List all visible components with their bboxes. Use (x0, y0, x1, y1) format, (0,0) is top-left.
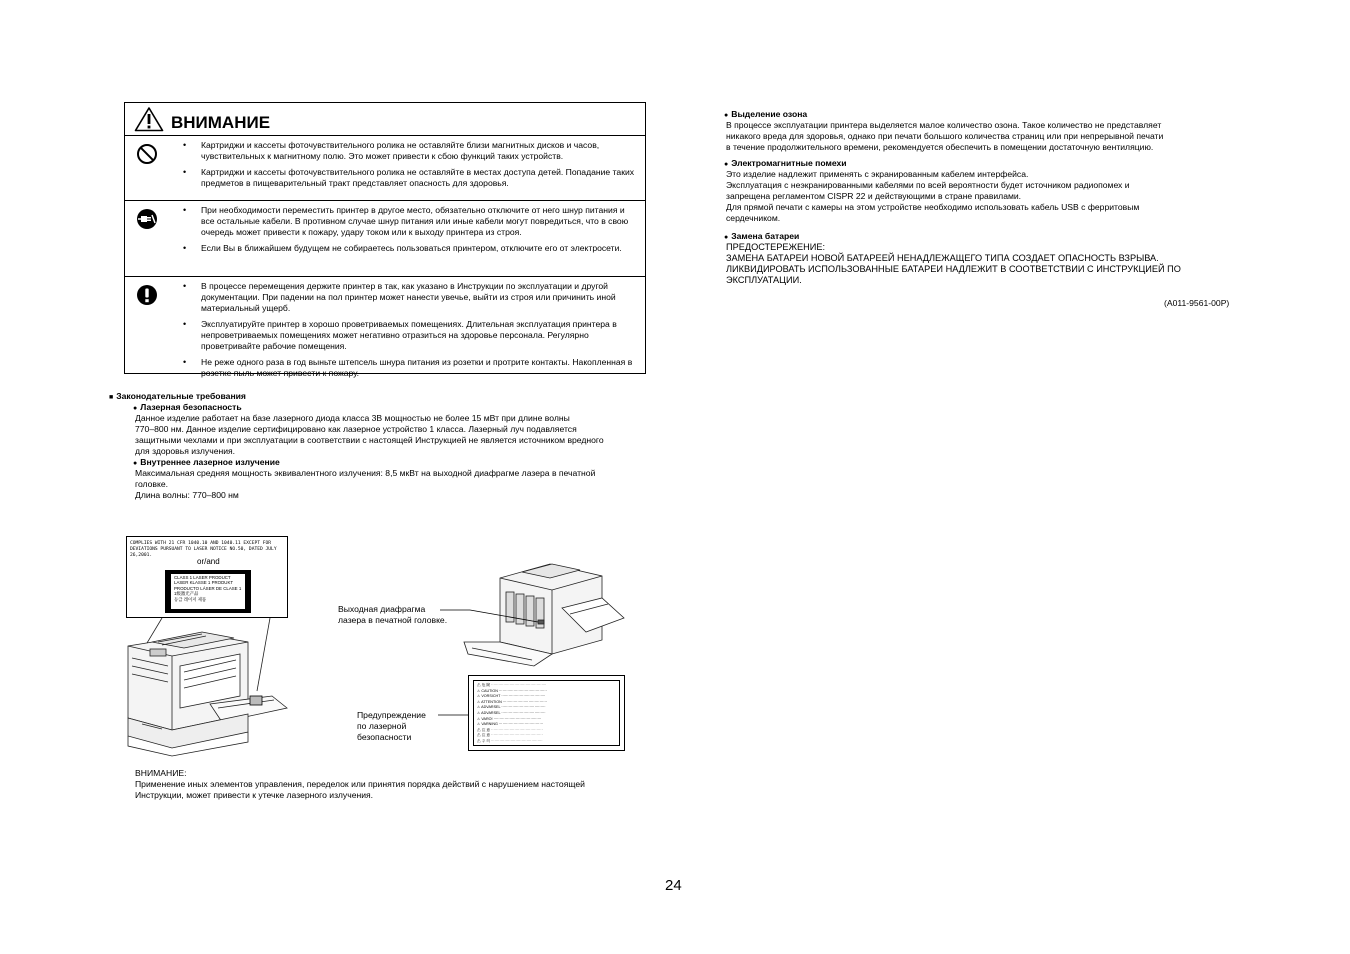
warning-item: • Эксплуатируйте принтер в хорошо проветриваемых помещениях. Длительная эксплуатация принтера в непроветриваемых помещениях может негативно отразиться на здоровье персонала. Регулярно проветривайте рабочие помещения. (183, 319, 637, 352)
callout-line: лазера в печатной головке. (338, 615, 448, 625)
label-line: COMPLIES WITH 21 CFR 1040.10 AND 1040.11 EXCEPT FOR (130, 541, 272, 546)
warning-triangle-icon (134, 106, 164, 132)
laser-warning-label-inner (473, 680, 620, 746)
ozone-heading: ● Выделение озона (724, 109, 807, 121)
warning-item: • В процессе перемещения держите принтер в так, как указано в Инструкции по эксплуатации и другой документации. При падении на пол принтер может нанести увечье, выйти из строя или причинить иной материальный ущерб. (183, 281, 637, 314)
warning-row-exclamation (125, 276, 645, 378)
document-code: (A011-9561-00P) (1164, 298, 1230, 308)
warning-item: • При необходимости переместить принтер в другое место, обязательно отключите от него шнур питания и все остальные кабели. В противном случае шнур питания или иные кабели могут повредиться, что в свою очередь может привести к пожару, удару током или к выходу принтера из строя. (183, 205, 637, 238)
label-line: ⚠ 危 険 ⋯⋯⋯⋯⋯⋯⋯⋯⋯⋯⋯⋯⋯⋯⋯ (477, 683, 547, 687)
text-line: ЗАМЕНА БАТАРЕИ НОВОЙ БАТАРЕЕЙ НЕНАДЛЕЖАЩЕГО ТИПА СОЗДАЕТ ОПАСНОСТЬ ВЗРЫВА. (726, 253, 1159, 263)
label-line: ⚠ VORSICHT ⋯⋯⋯⋯⋯⋯⋯⋯⋯⋯⋯⋯ (477, 694, 546, 699)
warning-callout (357, 710, 426, 743)
callout-line: безопасности (357, 732, 412, 742)
text-line: в течение продолжительного времени, рекомендуется обеспечить в помещении достаточную вентиляцию. (726, 142, 1154, 152)
text-line: Данное изделие работает на базе лазерного диода класса 3B мощностью не более 15 мВт при длине волны (135, 413, 570, 423)
aperture-callout (338, 604, 447, 626)
exclamation-icon (136, 284, 158, 306)
laser-warning-label (468, 675, 625, 751)
laser-safety-text (135, 413, 675, 457)
warning-item: • Если Вы в ближайшем будущем не собираетесь пользоваться принтером, отключите его от электросети. (183, 243, 637, 254)
warning-leader-line (438, 710, 470, 720)
label-line: ⚠ ADVARSEL ⋯⋯⋯⋯⋯⋯⋯⋯⋯⋯⋯⋯ (477, 710, 546, 715)
emi-text (726, 169, 1246, 224)
unplug-icon (136, 208, 158, 230)
text-line: Инструкции, может привести к утечке лазерного излучения. (135, 790, 374, 800)
warning-title: ВНИМАНИЕ (171, 113, 271, 132)
text-line: защитными чехлами и при эксплуатации в соответствии с настоящей Инструкцией не является источником вредного (135, 435, 604, 445)
label-line: LASER KLASSE 1 PRODUKT (174, 580, 234, 586)
label-line: ⚠ VARO! ⋯⋯⋯⋯⋯⋯⋯⋯⋯⋯⋯⋯⋯ (477, 716, 542, 721)
label-line: 1级激光产品 (174, 591, 199, 597)
label-line: ⚠ ATTENTION ⋯⋯⋯⋯⋯⋯⋯⋯⋯⋯⋯⋯ (477, 699, 548, 704)
warning-item: • Картриджи и кассеты фоточувствительного ролика не оставляйте близи магнитных дисков и часов, чувствительных к магнитному полю. Это может привести к сбою функций таких устройств. (183, 140, 637, 162)
text-line: В процессе эксплуатации принтера выделяется малое количество озона. Такое количество не представляет (726, 120, 1162, 130)
aperture-leader-line (440, 606, 540, 626)
warning-row-prohibited (125, 135, 645, 201)
internal-laser-text (135, 468, 675, 501)
warning-box (124, 102, 646, 378)
text-line: запрещена регламентом CISPR 22 и действующими в стране правилами. (726, 191, 1022, 201)
emi-heading: ● Электромагнитные помехи (724, 158, 847, 170)
printer-front-illustration (122, 596, 292, 758)
label-line: ⚠ CAUTION ⋯⋯⋯⋯⋯⋯⋯⋯⋯⋯⋯⋯⋯ (477, 688, 547, 693)
text-line: Для прямой печати с камеры на этом устройстве необходимо использовать кабель USB с ферритовым (726, 202, 1140, 212)
or-and-text: or/and (197, 557, 220, 566)
warning-item: • Не реже одного раза в год выньте штепсель шнура питания из розетки и протрите контакты. Накопленная в розетке пыль может привести к пожару. (183, 357, 637, 379)
battery-text (726, 242, 1246, 286)
warning-header (125, 103, 645, 136)
legal-heading: ■ Законодательные требования (109, 391, 246, 403)
label-line: ⚠ VARNING ⋯⋯⋯⋯⋯⋯⋯⋯⋯⋯⋯⋯ (477, 722, 544, 727)
caution-text (135, 779, 675, 801)
label-line: ⚠ 注 意 ⋯⋯⋯⋯⋯⋯⋯⋯⋯⋯⋯⋯⋯⋯ (477, 733, 543, 738)
text-line: для здоровья излучения. (135, 446, 236, 456)
callout-line: Предупреждение (357, 710, 426, 720)
text-line: Эксплуатация с неэкранированными кабелями по всей вероятности будет источником радиопомех и (726, 180, 1130, 190)
internal-laser-heading: ● Внутреннее лазерное излучение (133, 457, 280, 469)
prohibited-icon (136, 143, 158, 165)
label-line: ⚠ ADVARSEL ⋯⋯⋯⋯⋯⋯⋯⋯⋯⋯⋯⋯ (477, 705, 546, 710)
text-line: головке. (135, 479, 169, 489)
callout-line: по лазерной (357, 721, 407, 731)
label-line: ⚠ 주 의 ⋯⋯⋯⋯⋯⋯⋯⋯⋯⋯⋯⋯⋯⋯ (477, 738, 543, 743)
warning-row-unplug (125, 200, 645, 277)
text-line: ЭКСПЛУАТАЦИИ. (726, 275, 802, 285)
text-line: Применение иных элементов управления, переделок или принятия порядка действий с нарушением настоящей (135, 779, 585, 789)
warning-item: • Картриджи и кассеты фоточувствительного ролика не оставляйте в местах доступа детей. Попадание таких предметов в пищеварительный тракт представляет опасность для здоровья. (183, 167, 637, 189)
text-line: Длина волны: 770–800 нм (135, 490, 239, 500)
caution-heading: ВНИМАНИЕ: (135, 768, 187, 778)
laser-safety-heading: ● Лазерная безопасность (133, 402, 242, 414)
label-line: ⚠ 注 意 ⋯⋯⋯⋯⋯⋯⋯⋯⋯⋯⋯⋯⋯⋯ (477, 727, 543, 732)
callout-line: Выходная диафрагма (338, 604, 426, 614)
ozone-text (726, 120, 1246, 153)
label-line: PRODUCTO LÁSER DE CLASE 1 (174, 585, 242, 591)
text-line: ПРЕДОСТЕРЕЖЕНИЕ: (726, 242, 826, 252)
label-line: DEVIATIONS PURSUANT TO LASER NOTICE NO.50, DATED JULY 26,2001. (130, 547, 277, 558)
battery-heading: ● Замена батареи (724, 231, 799, 243)
text-line: 770–800 нм. Данное изделие сертифицировано как лазерное устройство 1 класса. Лазерный луч подавляется (135, 424, 577, 434)
text-line: Максимальная средняя мощность эквивалентного излучения: 8,5 мкВт на выходной диафрагме лазера в печатной (135, 468, 596, 478)
text-line: никакого вреда для здоровья, однако при печати большого количества страниц или при непрерывной печати (726, 131, 1164, 141)
label-line: 등급 레이저 제품 (174, 596, 207, 602)
label-line: CLASS 1 LASER PRODUCT (174, 575, 231, 580)
text-line: Это изделие надлежит применять с экранированным кабелем интерфейса. (726, 169, 1029, 179)
text-line: ЛИКВИДИРОВАТЬ ИСПОЛЬЗОВАННЫЕ БАТАРЕИ НАДЛЕЖИТ В СООТВЕТСТВИИ С ИНСТРУКЦИЕЙ ПО (726, 264, 1181, 274)
page-number: 24 (665, 877, 682, 894)
text-line: сердечником. (726, 213, 781, 223)
